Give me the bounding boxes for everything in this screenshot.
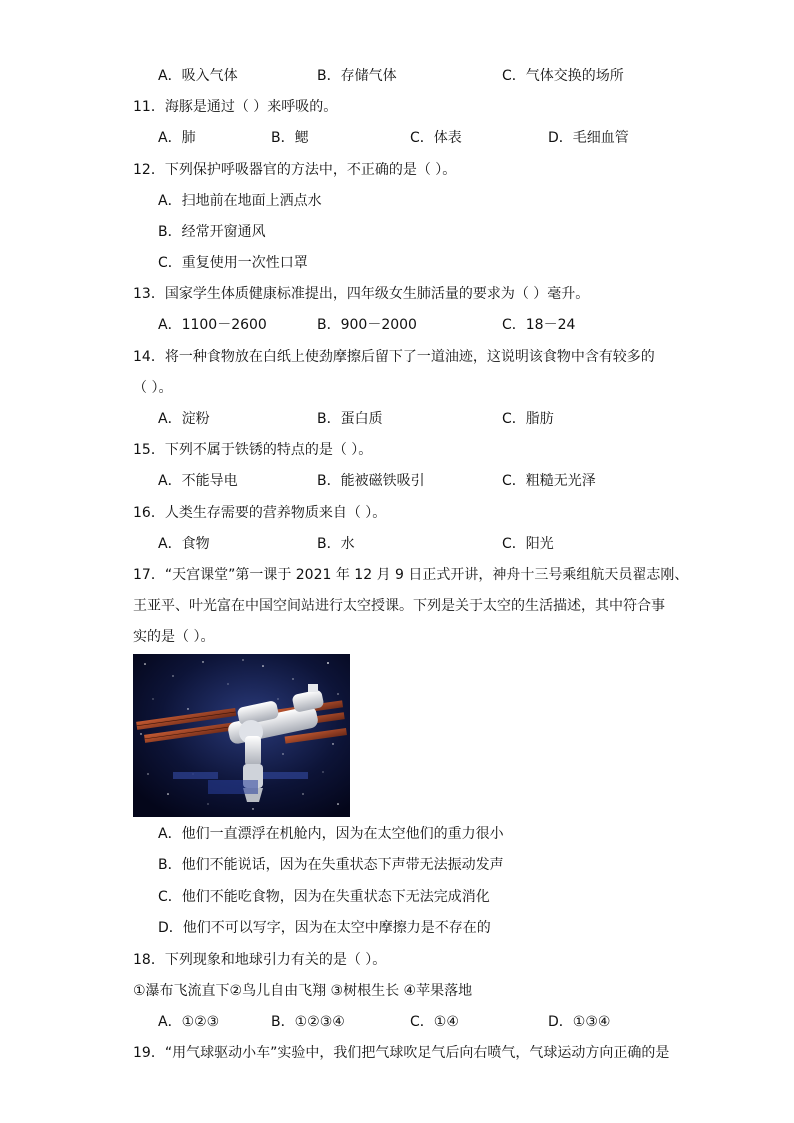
q18-items: ①瀑布飞流直下②鸟儿自由飞翔 ③树根生长 ④苹果落地 xyxy=(133,983,473,999)
q10-option-c: C．气体交换的场所 xyxy=(502,68,624,84)
q18-option-b: B．①②③④ xyxy=(271,1014,345,1030)
q16-option-a: A．食物 xyxy=(158,536,210,552)
q12-stem: 12．下列保护呼吸器官的方法中，不正确的是（ ）。 xyxy=(133,162,457,178)
q14-option-c: C．脂肪 xyxy=(502,411,554,427)
q14-stem-line1: 14．将一种食物放在白纸上使劲摩擦后留下了一道油迹，这说明该食物中含有较多的 xyxy=(133,349,655,365)
q18-option-d: D．①③④ xyxy=(548,1014,611,1030)
q18-stem: 18．下列现象和地球引力有关的是（ ）。 xyxy=(133,952,387,968)
q18-option-a: A．①②③ xyxy=(158,1014,220,1030)
q12-option-c: C．重复使用一次性口罩 xyxy=(158,255,308,271)
q10-option-b: B．存储气体 xyxy=(317,68,397,84)
q13-option-a: A．1100－2600 xyxy=(158,317,267,333)
space-station-image xyxy=(133,654,350,817)
q13-stem: 13．国家学生体质健康标准提出，四年级女生肺活量的要求为（ ）毫升。 xyxy=(133,286,590,302)
q11-stem: 11．海豚是通过（ ）来呼吸的。 xyxy=(133,99,338,115)
q10-option-a: A．吸入气体 xyxy=(158,68,238,84)
q17-option-a: A．他们一直漂浮在机舱内，因为在太空他们的重力很小 xyxy=(158,826,504,842)
q15-option-c: C．粗糙无光泽 xyxy=(502,473,596,489)
q17-option-b: B．他们不能说话，因为在失重状态下声带无法振动发声 xyxy=(158,857,504,873)
q15-stem: 15．下列不属于铁锈的特点的是（ ）。 xyxy=(133,442,373,458)
q17-stem-line2: 王亚平、叶光富在中国空间站进行太空授课。下列是关于太空的生活描述，其中符合事 xyxy=(133,598,665,614)
q13-option-c: C．18－24 xyxy=(502,317,576,333)
q11-option-d: D．毛细血管 xyxy=(548,130,629,146)
q15-option-b: B．能被磁铁吸引 xyxy=(317,473,425,489)
q16-option-b: B．水 xyxy=(317,536,355,552)
q11-option-c: C．体表 xyxy=(410,130,462,146)
q17-stem-line3: 实的是（ ）。 xyxy=(133,629,215,645)
q14-option-b: B．蛋白质 xyxy=(317,411,383,427)
q14-option-a: A．淀粉 xyxy=(158,411,210,427)
q12-option-b: B．经常开窗通风 xyxy=(158,224,266,240)
q14-stem-line2: （ ）。 xyxy=(133,380,173,396)
q13-option-b: B．900－2000 xyxy=(317,317,417,333)
q11-option-b: B．鳃 xyxy=(271,130,309,146)
q15-option-a: A．不能导电 xyxy=(158,473,238,489)
q12-option-a: A．扫地前在地面上洒点水 xyxy=(158,193,322,209)
q17-option-c: C．他们不能吃食物，因为在失重状态下无法完成消化 xyxy=(158,889,490,905)
q18-option-c: C．①④ xyxy=(410,1014,459,1030)
q16-option-c: C．阳光 xyxy=(502,536,554,552)
q17-stem-line1: 17．“天宫课堂”第一课于 2021 年 12 月 9 日正式开讲，神舟十三号乘组航天员翟志刚、 xyxy=(133,567,689,583)
q16-stem: 16．人类生存需要的营养物质来自（ ）。 xyxy=(133,505,387,521)
q11-option-a: A．肺 xyxy=(158,130,196,146)
q17-option-d: D．他们不可以写字，因为在太空中摩擦力是不存在的 xyxy=(158,920,491,936)
q19-stem: 19．“用气球驱动小车”实验中，我们把气球吹足气后向右喷气，气球运动方向正确的是 xyxy=(133,1045,670,1061)
